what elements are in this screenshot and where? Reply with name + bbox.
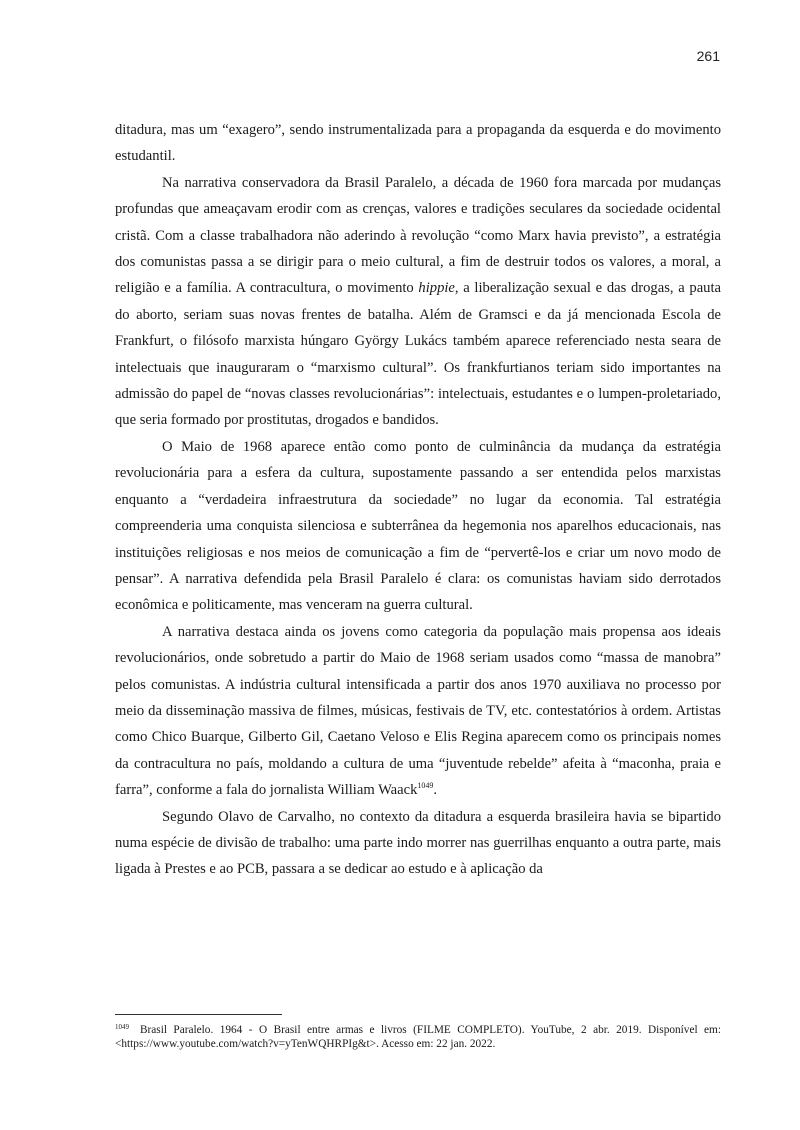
italic-term-hippie: hippie — [418, 280, 455, 297]
footnote — [115, 1020, 721, 1051]
body-text — [115, 117, 721, 883]
paragraph-1: ditadura, mas um “exagero”, sendo instrumentalizada para a propaganda da esquerda e do movimento estudantil. — [115, 122, 721, 165]
paragraph-5: Segundo Olavo de Carvalho, no contexto da ditadura a esquerda brasileira havia se bipartido numa espécie de divisão de trabalho: uma parte indo morrer nas guerrilhas enquanto a outra parte, mais ligada à Prestes e ao PCB, passara a se dedicar ao estudo e à aplicação da — [115, 808, 721, 878]
footnote-reference[interactable]: 1049 — [417, 781, 434, 791]
footnote-text: Brasil Paralelo. 1964 - O Brasil entre armas e livros (FILME COMPLETO). YouTube, 2 abr. 2019. Disponível em: <https://www.youtube.com/watch?v=yTenWQHRPIg&t>. Acesso em: 22 jan. 2022. — [115, 1024, 721, 1050]
page-number: 261 — [696, 48, 720, 64]
paragraph-2-text-after: , a liberalização sexual e das drogas, a pauta do aborto, seriam suas novas frentes de batalha. Além de Gramsci e da já mencionada Escola de Frankfurt, o filósofo marxista húngaro György Lukács também aparece referenciado nesta seara de intelectuais que inauguraram o “marxismo cultural”. Os frankfurtianos teriam sido importantes na admissão do papel de “novas classes revolucionárias”: intelectuais, estudantes e o lumpen-proletariado, que seria formado por prostitutas, drogados e bandidos. — [115, 280, 721, 429]
paragraph-4-text: A narrativa destaca ainda os jovens como categoria da população mais propensa aos ideais revolucionários, onde sobretudo a partir do Maio de 1968 seriam usados como “massa de manobra” pelos comunistas. A indústria cultural intensificada a partir dos anos 1970 auxiliava no processo por meio da disseminação massiva de filmes, músicas, festivais de TV, etc. contestatórios à ordem. Artistas como Chico Buarque, Gilberto Gil, Caetano Veloso e Elis Regina aparecem como os principais nomes da contracultura no país, moldando a cultura de uma “juventude rebelde” afeita à “maconha, praia e farra”, conforme a fala do jornalista William Waack — [115, 623, 721, 799]
paragraph-3: O Maio de 1968 aparece então como ponto de culminância da mudança da estratégia revolucionária para a esfera da cultura, supostamente passando a ser entendida pelos marxistas enquanto a “verdadeira infraestrutura da sociedade” no lugar da economia. Tal estratégia compreenderia uma conquista silenciosa e subterrânea da hegemonia nos aparelhos educacionais, nas instituições religiosas e nos meios de comunicação a fim de “pervertê-los e criar um novo modo de pensar”. A narrativa defendida pela Brasil Paralelo é clara: os comunistas haviam sido derrotados econômica e politicamente, mas venceram na guerra cultural. — [115, 438, 721, 614]
paragraph-4-text-end: . — [433, 782, 438, 799]
footnote-separator — [115, 1014, 282, 1015]
paragraph-2 — [115, 170, 721, 434]
footnote-number: 1049 — [115, 1023, 129, 1031]
paragraph-2-text-before: Na narrativa conservadora da Brasil Paralelo, a década de 1960 fora marcada por mudanças profundas que ameaçavam erodir com as crenças, valores e tradições seculares da sociedade ocidental cristã. Com a classe trabalhadora não aderindo à revolução “como Marx havia previsto”, a estratégia dos comunistas passa a se dirigir para o meio cultural, a fim de destruir todos os valores, a moral, a religião e a família. A contracultura, o movimento — [115, 174, 721, 297]
paragraph-4 — [115, 619, 721, 804]
